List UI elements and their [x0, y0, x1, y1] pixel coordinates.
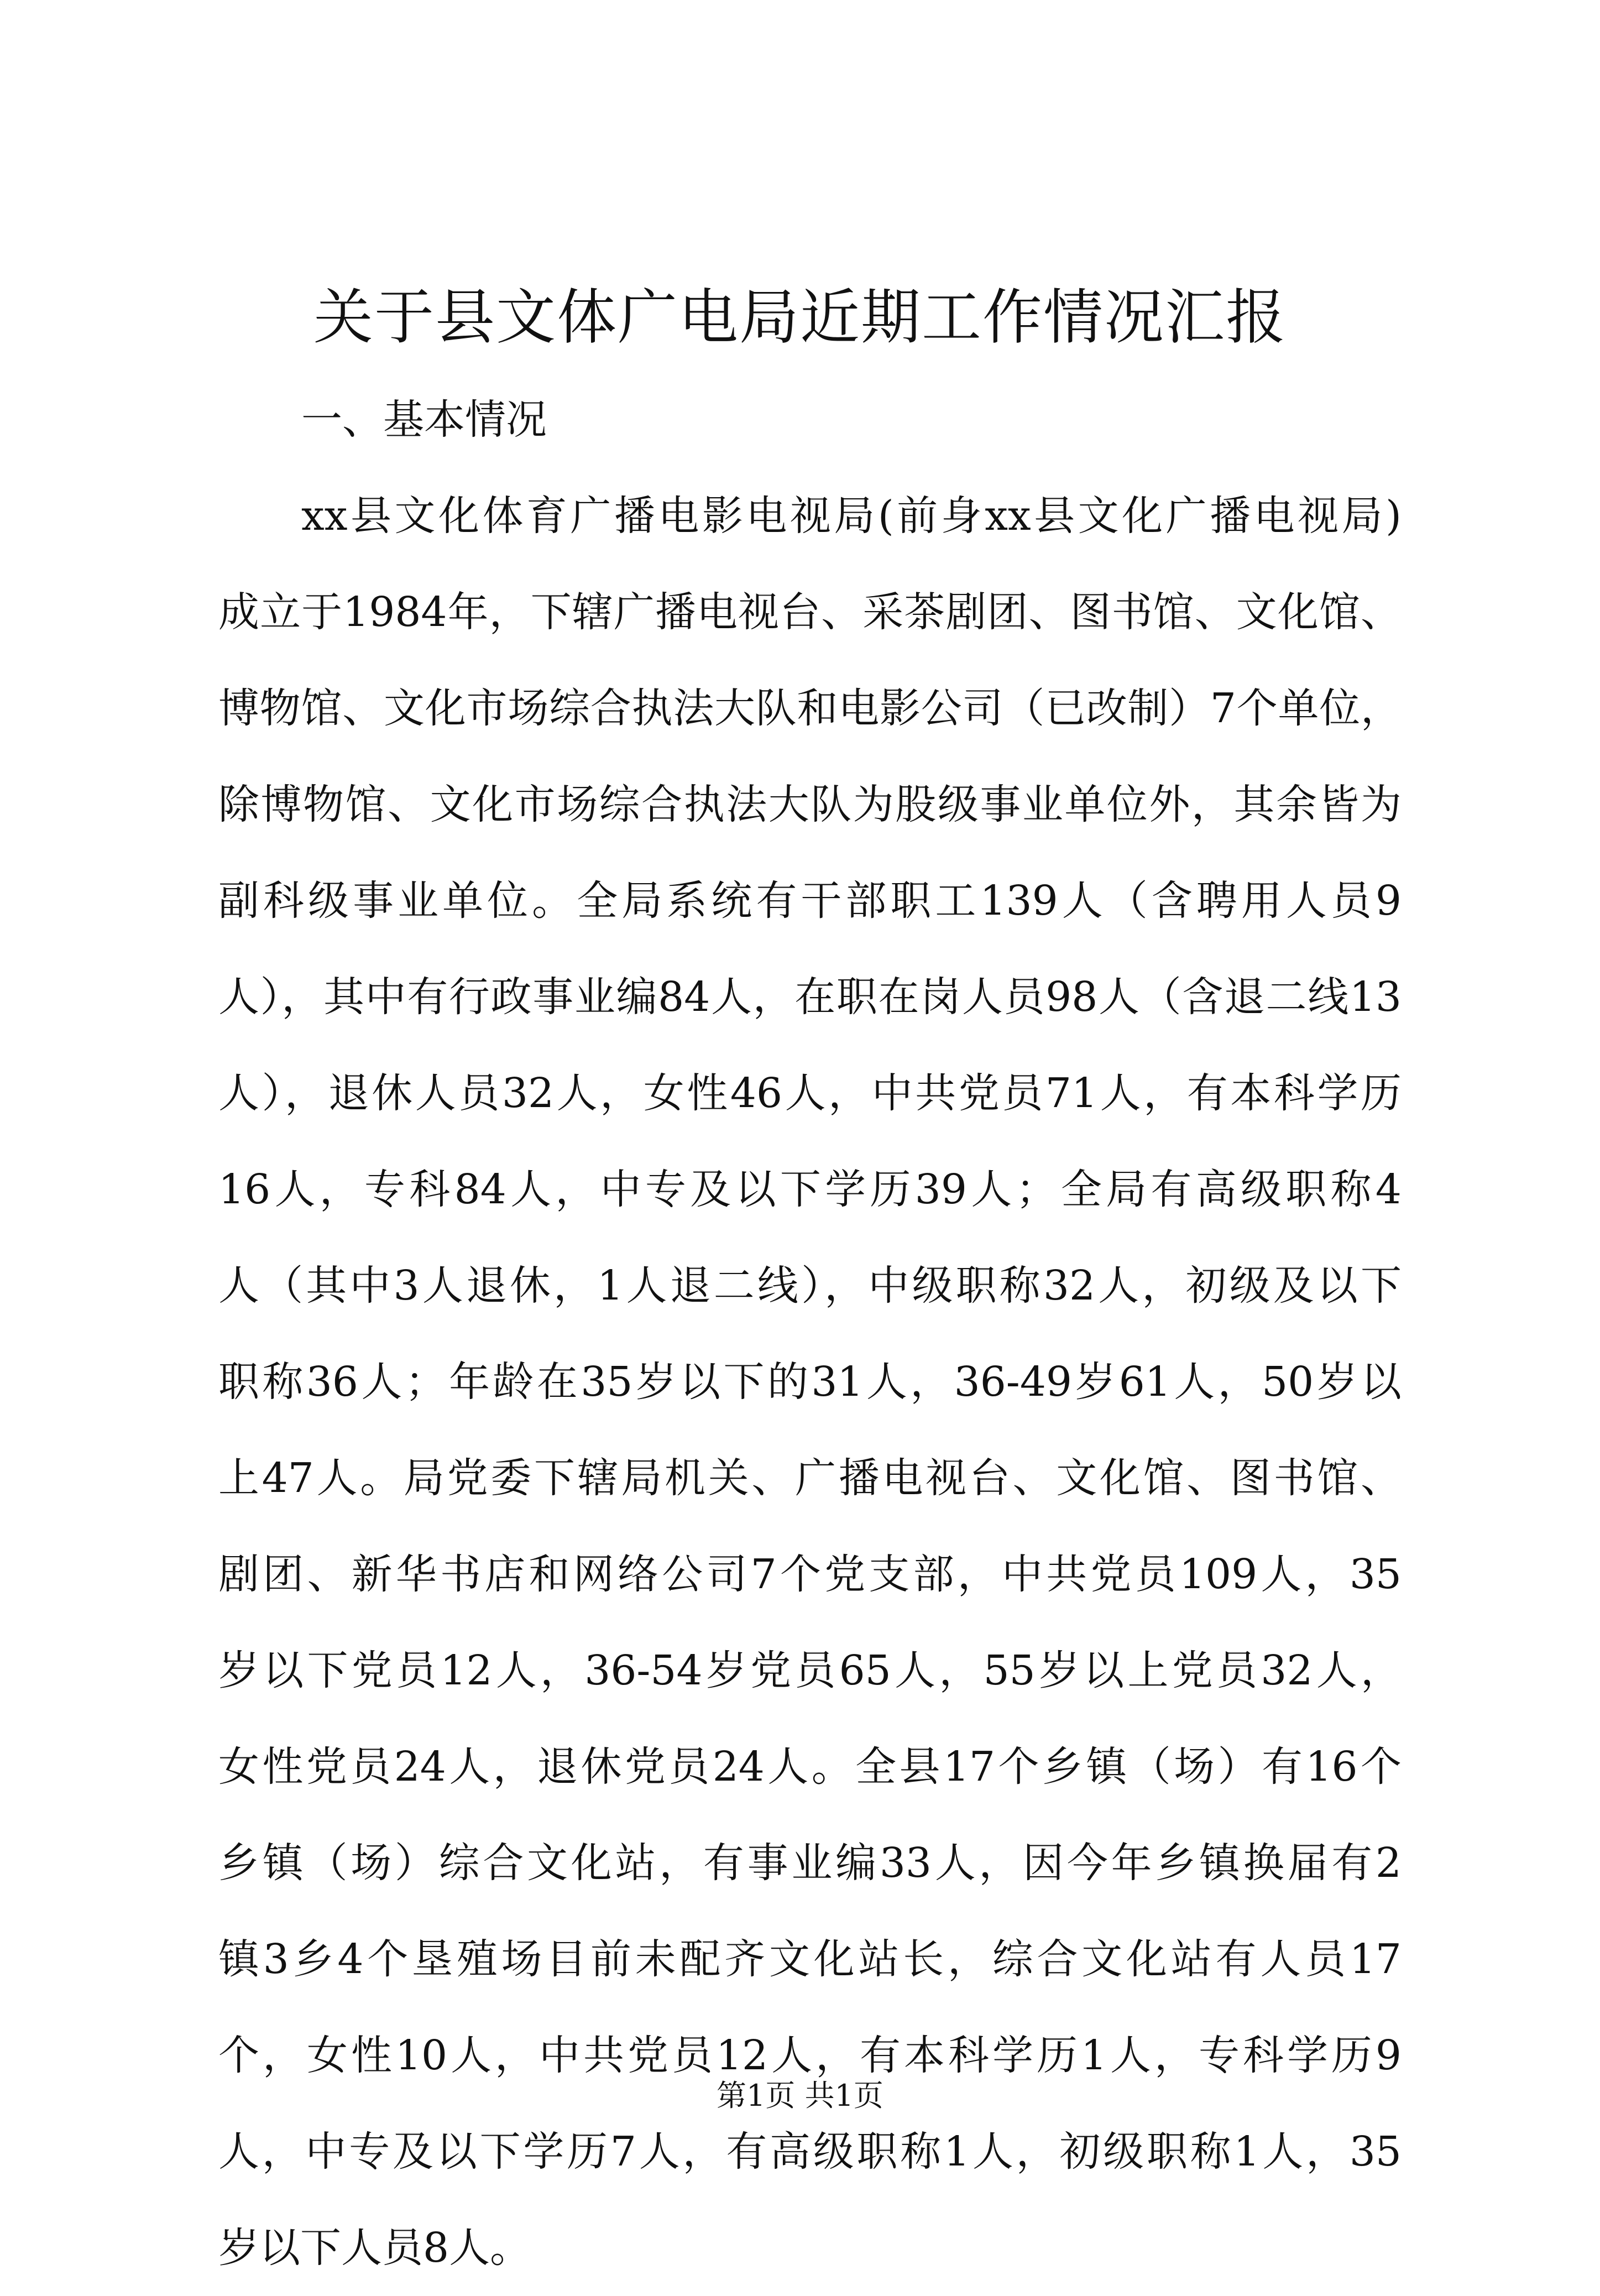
paragraph-line: 镇3乡4个垦殖场目前未配齐文化站长，综合文化站有人员17	[218, 1935, 1402, 1983]
paragraph-line: 乡镇（场）综合文化站，有事业编33人，因今年乡镇换届有2	[218, 1839, 1402, 1887]
paragraph-line: 人（其中3人退休，1人退二线），中级职称32人，初级及以下	[218, 1262, 1402, 1309]
paragraph-line: 个，女性10人，中共党员12人，有本科学历1人，专科学历9	[218, 2032, 1402, 2079]
paragraph-line: 16人，专科84人，中专及以下学历39人；全局有高级职称4	[218, 1166, 1402, 1213]
paragraph-line: 职称36人；年龄在35岁以下的31人，36-49岁61人，50岁以	[218, 1358, 1402, 1406]
paragraph-line: 人），其中有行政事业编84人，在职在岗人员98人（含退二线13	[218, 973, 1402, 1021]
paragraph-line: 人，中专及以下学历7人，有高级职称1人，初级职称1人，35	[218, 2128, 1402, 2175]
paragraph-line: 成立于1984年，下辖广播电视台、采茶剧团、图书馆、文化馆、	[218, 588, 1402, 636]
paragraph-line: xx县文化体育广播电影电视局(前身xx县文化广播电视局)	[301, 492, 1402, 540]
paragraph-line: 岁以下人员8人。	[218, 2224, 531, 2272]
section-heading: 一、基本情况	[301, 396, 547, 443]
paragraph-line: 剧团、新华书店和网络公司7个党支部，中共党员109人，35	[218, 1551, 1402, 1598]
document-title: 关于县文体广电局近期工作情况汇报	[313, 283, 1287, 352]
paragraph-line: 博物馆、文化市场综合执法大队和电影公司（已改制）7个单位，	[218, 685, 1402, 732]
paragraph-line: 女性党员24人，退休党员24人。全县17个乡镇（场）有16个	[218, 1743, 1402, 1791]
paragraph-line: 副科级事业单位。全局系统有干部职工139人（含聘用人员9	[218, 877, 1402, 925]
paragraph-line: 上47人。局党委下辖局机关、广播电视台、文化馆、图书馆、	[218, 1454, 1402, 1502]
document-body	[218, 372, 1402, 2296]
paragraph-line: 除博物馆、文化市场综合执法大队为股级事业单位外，其余皆为	[218, 781, 1402, 828]
page-footer: 第1页 共1页	[717, 2078, 883, 2113]
paragraph-line: 人），退休人员32人，女性46人，中共党员71人，有本科学历	[218, 1069, 1402, 1117]
paragraph-line: 岁以下党员12人，36-54岁党员65人，55岁以上党员32人，	[218, 1647, 1402, 1694]
